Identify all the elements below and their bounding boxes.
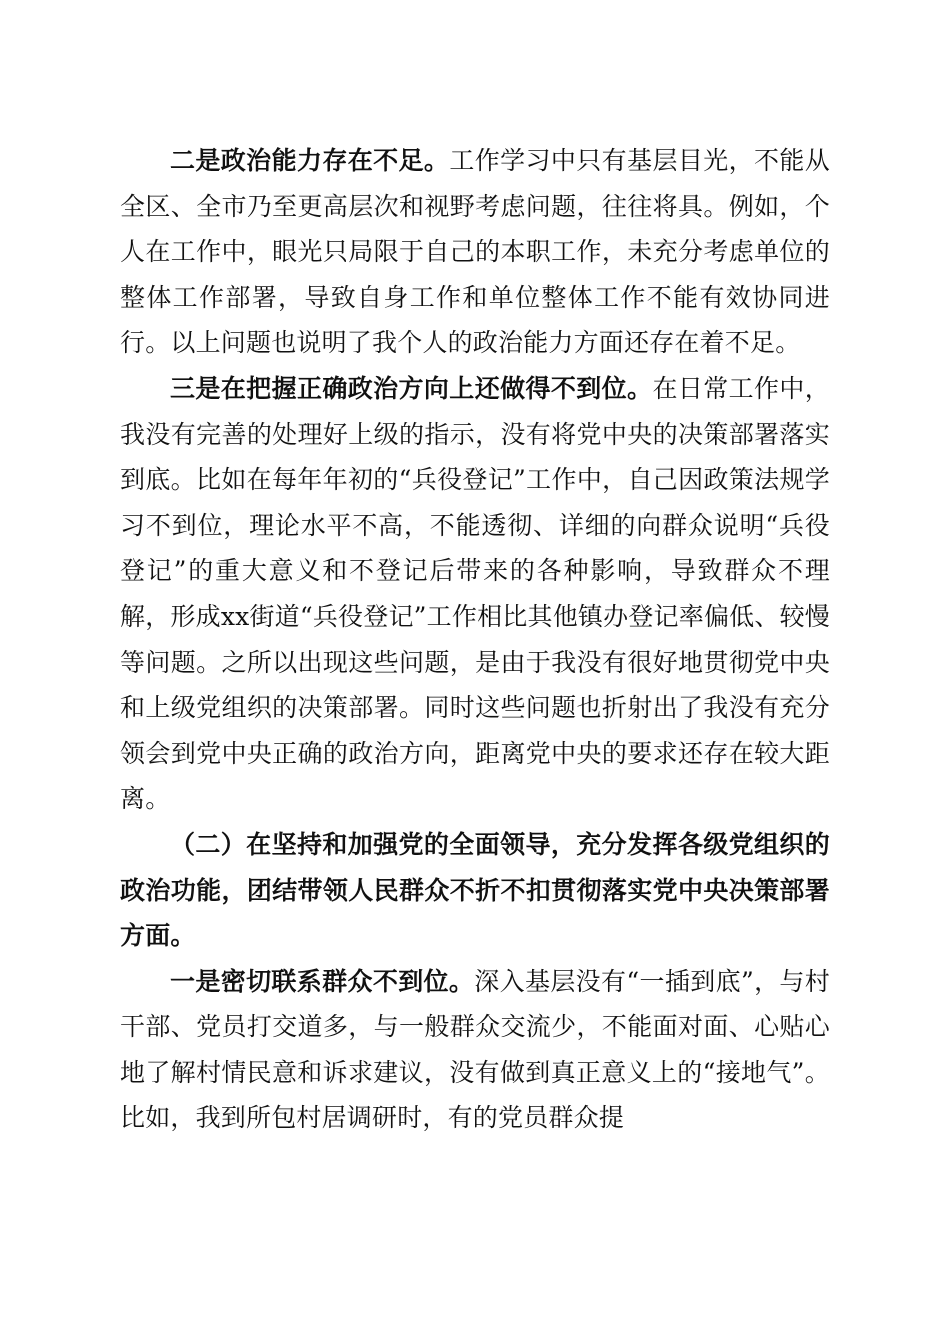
section-heading-2: （二）在坚持和加强党的全面领导，充分发挥各级党组织的政治功能，团结带领人民群众不折不扣贯彻落实党中央决策部署方面。	[120, 829, 830, 951]
paragraph-lead: 二是政治能力存在不足。	[170, 146, 450, 175]
paragraph-political-direction	[120, 366, 830, 822]
paragraph-lead: 一是密切联系群众不到位。	[170, 966, 475, 996]
paragraph-contact-masses	[120, 959, 830, 1141]
document-body	[120, 138, 830, 1141]
paragraph-text: 深入基层没有“一插到底”，与村干部、党员打交道多，与一般群众交流少，不能面对面、心贴心地了解村情民意和诉求建议，没有做到真正意义上的“接地气”。比如，我到所包村居调研时，有的党员群众提	[120, 966, 830, 1133]
paragraph-lead: 三是在把握正确政治方向上还做得不到位。	[170, 373, 653, 403]
paragraph-political-ability	[120, 138, 830, 366]
paragraph-text: 工作学习中只有基层目光，不能从全区、全市乃至更高层次和视野考虑问题，往往将具。例如，个人在工作中，眼光只局限于自己的本职工作，未充分考虑单位的整体工作部署，导致自身工作和单位整体工作不能有效协同进行。以上问题也说明了我个人的政治能力方面还存在着不足。	[120, 146, 830, 358]
paragraph-text: 在日常工作中，我没有完善的处理好上级的指示，没有将党中央的决策部署落实到底。比如在每年年初的“兵役登记”工作中，自己因政策法规学习不到位，理论水平不高，不能透彻、详细的向群众说明“兵役登记”的重大意义和不登记后带来的各种影响，导致群众不理解，形成xx街道“兵役登记”工作相比其他镇办登记率偏低、较慢等问题。之所以出现这些问题，是由于我没有很好地贯彻党中央和上级党组织的决策部署。同时这些问题也折射出了我没有充分领会到党中央正确的政治方向，距离党中央的要求还存在较大距离。	[120, 373, 830, 814]
